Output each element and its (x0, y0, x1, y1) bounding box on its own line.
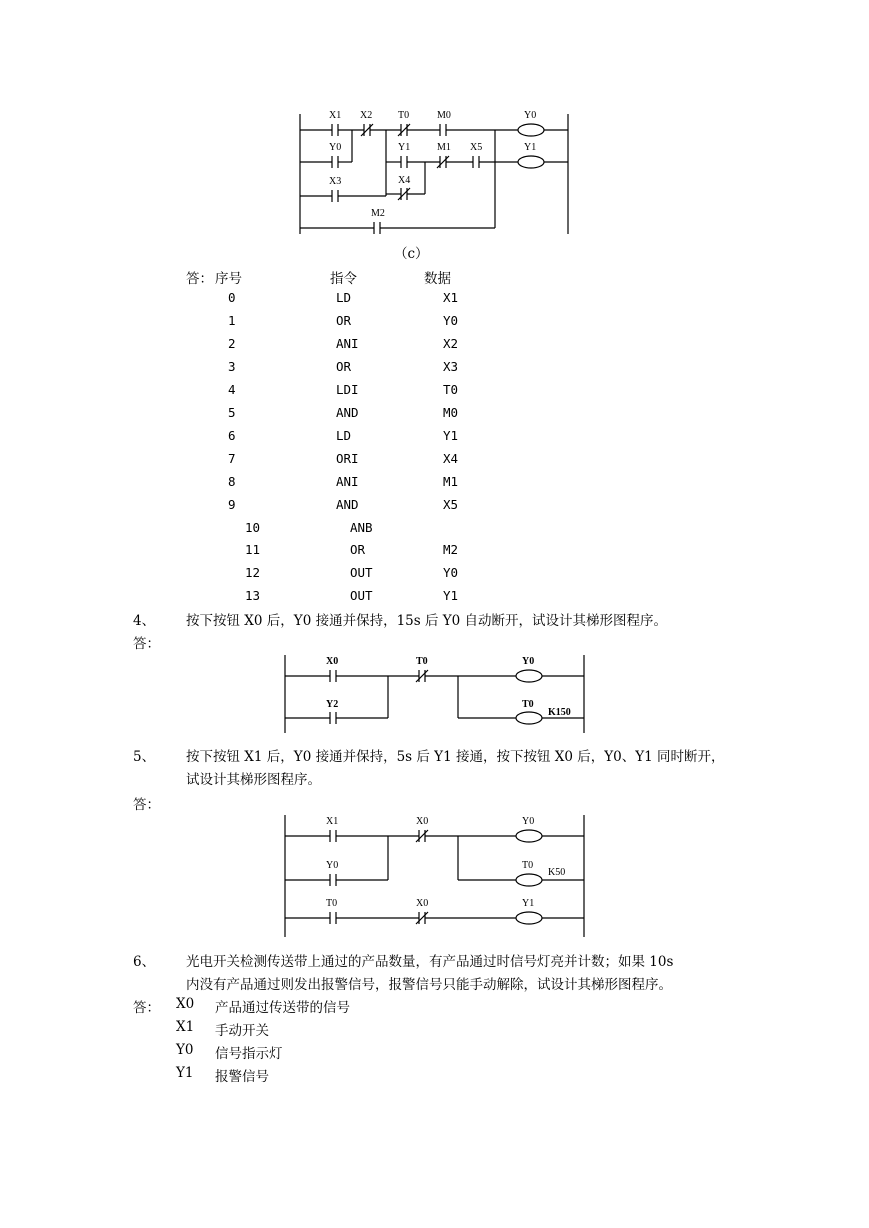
label-x1: X1 (329, 110, 342, 121)
row-instruction: ANB (350, 519, 373, 535)
q6-text-line1: 光电开关检测传送带上通过的产品数量，有产品通过时信号灯亮并计数；如果 10s (186, 954, 674, 970)
row-instruction: OR (350, 542, 366, 558)
row-data: T0 (443, 381, 459, 397)
label-y1: Y1 (398, 142, 411, 153)
header-data: 数据 (424, 271, 451, 287)
row-instruction: OUT (350, 588, 373, 604)
header-instruction: 指令 (330, 271, 357, 287)
row-seq: 7 (228, 450, 236, 466)
row-instruction: LD (336, 427, 352, 443)
q5-label-t0: T0 (326, 898, 338, 909)
row-instruction: ORI (336, 450, 359, 466)
label-m2: M2 (371, 208, 385, 219)
q5-text-line2: 试设计其梯形图程序。 (186, 772, 321, 788)
row-data: Y1 (443, 588, 459, 604)
q4-text: 按下按钮 X0 后，Y0 接通并保持，15s 后 Y0 自动断开，试设计其梯形图程序。 (186, 613, 668, 629)
row-instruction: LD (336, 290, 352, 305)
row-data: X5 (443, 496, 459, 512)
q5-label-k50: K50 (548, 867, 566, 878)
q6-number: 6、 (133, 954, 156, 970)
row-instruction: ANI (336, 473, 359, 489)
label-x2: X2 (360, 110, 373, 121)
io-symbol: X0 (176, 996, 195, 1012)
row-data: M2 (443, 542, 459, 558)
row-seq: 6 (228, 427, 236, 443)
io-description: 手动开关 (215, 1023, 269, 1039)
row-seq: 5 (228, 404, 236, 420)
io-description: 产品通过传送带的信号 (215, 1000, 350, 1016)
diagram-caption: （c） (394, 246, 429, 262)
row-seq: 2 (228, 335, 236, 351)
label-y0-coil: Y0 (524, 110, 537, 121)
q5-number: 5、 (133, 749, 156, 765)
q4-number: 4、 (133, 613, 156, 629)
row-instruction: OR (336, 358, 352, 374)
row-data: Y0 (443, 312, 459, 328)
q4-label-t0-coil: T0 (522, 699, 534, 710)
row-data: X4 (443, 450, 459, 466)
row-data: X3 (443, 358, 459, 374)
q4-label-x0: X0 (326, 656, 339, 667)
row-seq: 9 (228, 496, 236, 512)
q5-label-x0b: X0 (416, 898, 429, 909)
row-instruction: OR (336, 312, 352, 328)
q4-label-t0: T0 (416, 656, 428, 667)
row-instruction: AND (336, 404, 359, 420)
io-symbol: Y1 (176, 1065, 194, 1081)
q5-label-y0: Y0 (326, 860, 339, 871)
row-instruction: OUT (350, 565, 373, 581)
label-m0: M0 (437, 110, 451, 121)
label-x5: X5 (470, 142, 483, 153)
row-data: X2 (443, 335, 459, 351)
label-m1: M1 (437, 142, 451, 153)
q5-text-line1: 按下按钮 X1 后，Y0 接通并保持，5s 后 Y1 接通，按下按钮 X0 后，Y0、Y1 同时断开， (186, 749, 725, 765)
label-t0: T0 (398, 110, 410, 121)
q5-label-y1-coil: Y1 (522, 898, 535, 909)
io-symbol: X1 (176, 1019, 195, 1035)
label-y1-coil: Y1 (524, 142, 537, 153)
q4-label-y2: Y2 (326, 699, 339, 710)
row-seq: 13 (245, 588, 261, 604)
row-seq: 8 (228, 473, 236, 489)
io-description: 报警信号 (215, 1069, 269, 1085)
row-instruction: AND (336, 496, 359, 512)
q5-label-x1: X1 (326, 816, 339, 827)
row-seq: 12 (245, 565, 261, 581)
q4-answer-label: 答： (133, 636, 160, 652)
row-instruction: ANI (336, 335, 359, 351)
io-description: 信号指示灯 (215, 1046, 283, 1062)
row-seq: 4 (228, 381, 236, 397)
q5-label-y0-coil: Y0 (522, 816, 535, 827)
row-seq: 3 (228, 358, 236, 374)
q6-answer-label: 答： (133, 1000, 160, 1016)
answer-prefix: 答： (186, 271, 213, 287)
row-seq: 0 (228, 290, 236, 305)
q5-label-t0-coil: T0 (522, 860, 534, 871)
label-x4: X4 (398, 175, 411, 186)
label-y0: Y0 (329, 142, 342, 153)
row-data: M0 (443, 404, 459, 420)
q6-text-line2: 内没有产品通过则发出报警信号，报警信号只能手动解除，试设计其梯形图程序。 (186, 977, 672, 993)
row-seq: 1 (228, 312, 236, 328)
row-data: Y0 (443, 565, 459, 581)
row-data: Y1 (443, 427, 459, 443)
row-data: M1 (443, 473, 459, 489)
q4-label-k150: K150 (548, 707, 571, 718)
q5-label-x0: X0 (416, 816, 429, 827)
row-seq: 11 (245, 542, 261, 558)
q4-label-y0-coil: Y0 (522, 656, 535, 667)
label-x3: X3 (329, 176, 342, 187)
io-symbol: Y0 (176, 1042, 194, 1058)
row-seq: 10 (245, 519, 261, 535)
row-instruction: LDI (336, 381, 359, 397)
q5-answer-label: 答： (133, 797, 160, 813)
header-seq: 序号 (215, 271, 242, 287)
row-data: X1 (443, 290, 459, 305)
